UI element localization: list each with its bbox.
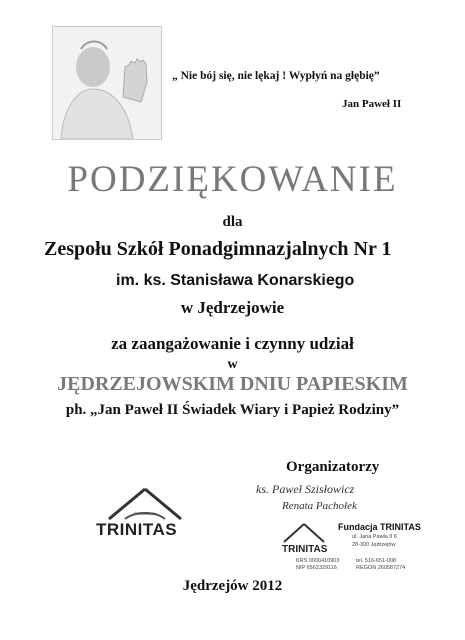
trinitas-small-triangle-icon (278, 522, 330, 544)
w-text: w (227, 357, 238, 372)
foundation-ids-2 (356, 558, 405, 572)
quote-author: Jan Paweł II (342, 98, 402, 110)
foundation-nip: NIP 6562329116 (296, 565, 337, 571)
school-name-line1: Zespołu Szkół Ponadgimnazjalnych Nr 1 (44, 238, 392, 260)
place-and-date: Jędrzejów 2012 (182, 578, 283, 594)
trinitas-logo-text: TRINITAS (96, 520, 178, 539)
foundation-name: Fundacja TRINITAS (338, 522, 421, 532)
certificate-title: PODZIĘKOWANIE (67, 159, 398, 200)
foundation-krs: KRS 0000410903 (296, 558, 340, 564)
trinitas-small-logo-text: TRINITAS (282, 544, 328, 555)
pope-portrait-image (53, 27, 161, 139)
foundation-address-line1: ul. Jana Pawła II 6 (352, 534, 397, 540)
signature-1: ks. Paweł Szisłowicz (256, 482, 355, 496)
foundation-address (352, 533, 397, 549)
foundation-ids (296, 558, 339, 572)
signature-2: Renata Pachołek (282, 500, 357, 512)
event-subtitle: ph. „Jan Paweł II Świadek Wiary i Papież Rodziny” (65, 402, 400, 418)
foundation-phone: tel. 516-651-008 (356, 558, 397, 564)
school-name-line2: im. ks. Stanisława Konarskiego (116, 272, 355, 289)
logo-caption: FUNDACJA (134, 511, 156, 516)
trinitas-triangle-icon (95, 485, 195, 525)
foundation-regon: REGON 260587274 (356, 565, 406, 571)
reason-text: za zaangażowanie i czynny udział (111, 334, 354, 353)
quote-text: „ Nie bój się, nie lękaj ! Wypłyń na głębię” (172, 70, 380, 82)
school-name-line3: w Jędrzejowie (180, 298, 285, 317)
pope-photo (52, 26, 162, 140)
event-name: JĘDRZEJOWSKIM DNIU PAPIESKIM (57, 373, 408, 395)
organizers-label: Organizatorzy (286, 459, 380, 475)
dla-text: dla (222, 214, 243, 230)
foundation-address-line2: 28-300 Jędrzejów (352, 542, 396, 548)
